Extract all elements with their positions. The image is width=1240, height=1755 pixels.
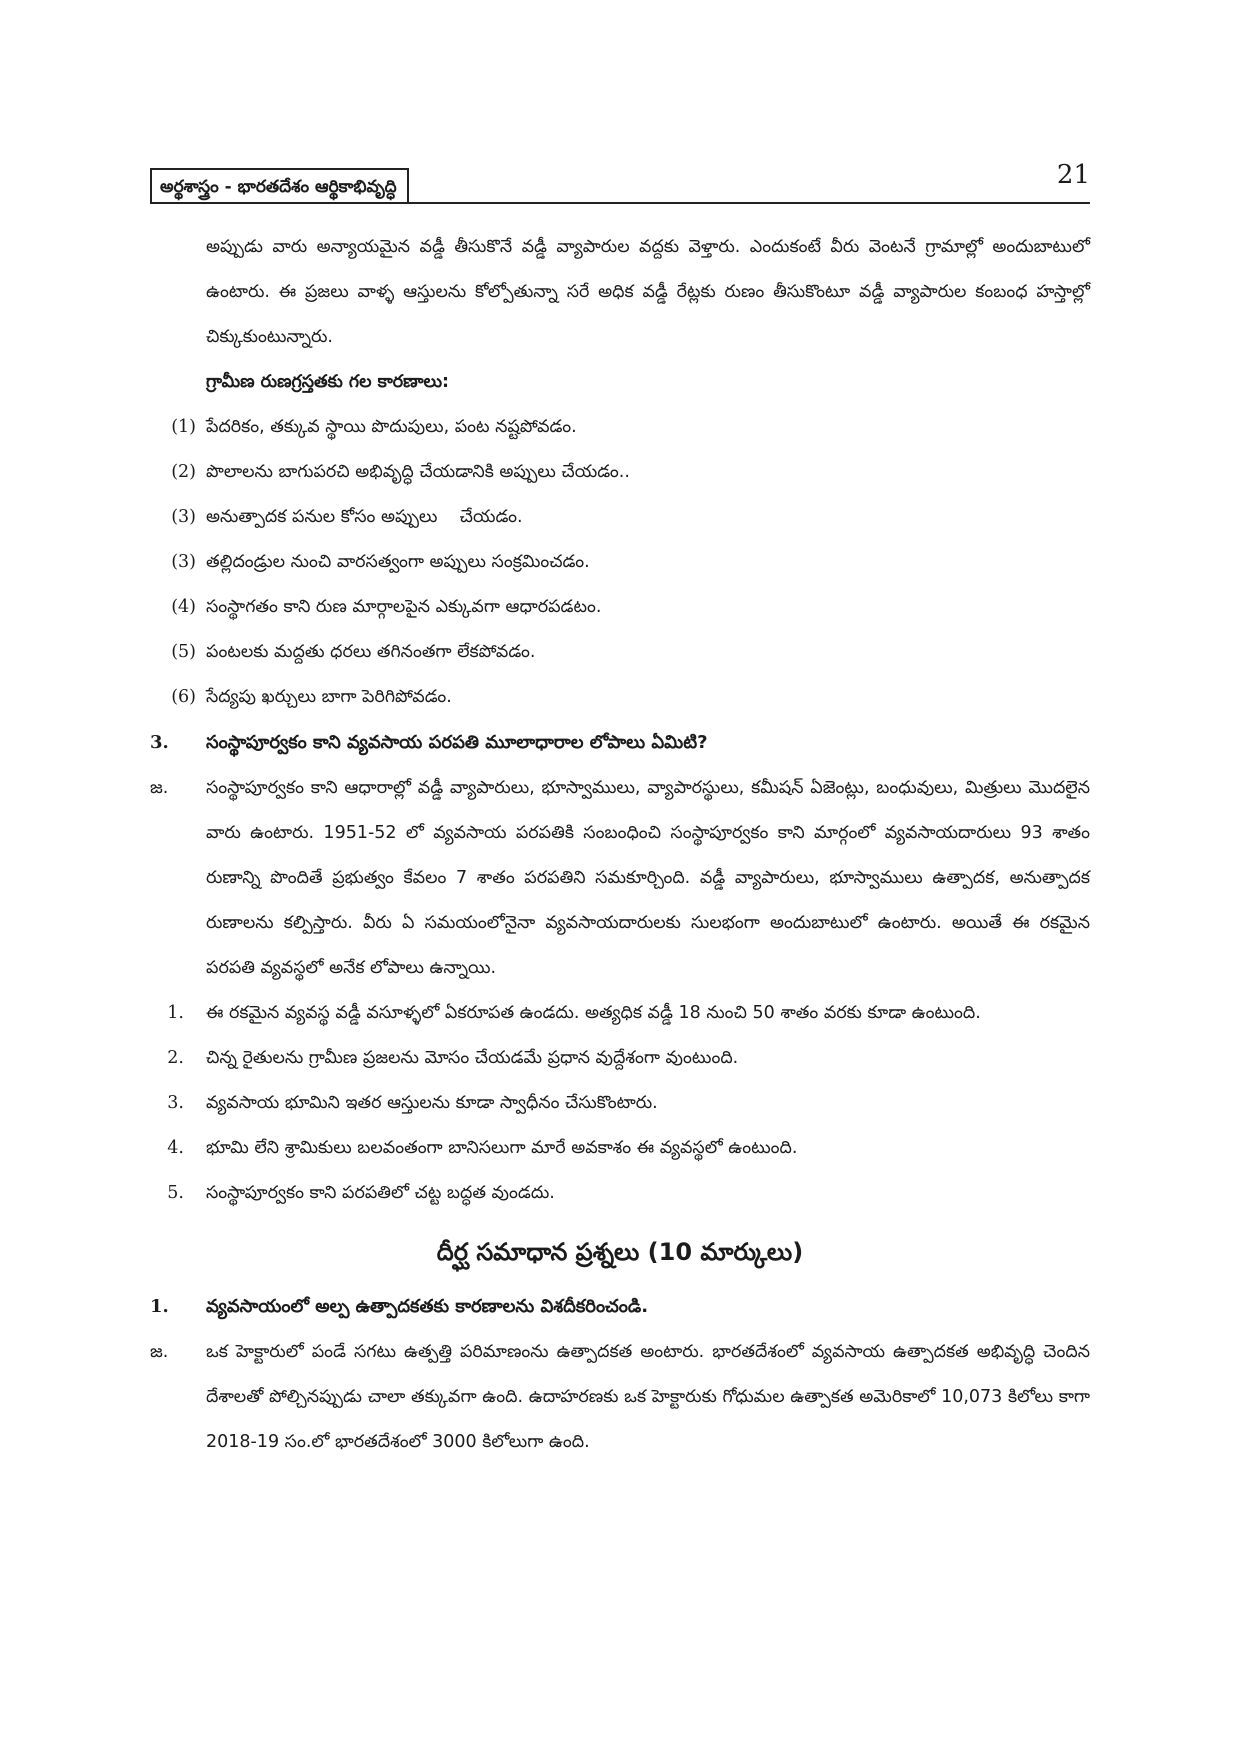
list-item-text: పొలాలను బాగుపరచి అభివృద్ధి చేయడానికి అప్పులు చేయడం.. [206,462,630,482]
list-item-number: (2) [171,462,196,482]
answer-label: జ. [150,778,169,798]
causes-heading: గ్రామీణ రుణగ్రస్తతకు గల కారణాలు: [206,372,450,392]
list-item-text: ఈ రకమైన వ్యవస్థ వడ్డీ వసూళ్ళలో ఏకరూపత ఉండదు. అత్యధిక వడ్డీ 18 నుంచి 50 శాతం వరకు కూడా ఉంటుంది. [206,1003,981,1023]
answer-label: జ. [150,1342,169,1362]
running-header [150,160,1090,204]
list-item-text: భూమి లేని శ్రామికులు బలవంతంగా బానిసలుగా మారే అవకాశం ఈ వ్యవస్థలో ఉంటుంది. [206,1138,798,1158]
list-item [150,540,1090,585]
list-item-number: 1. [167,1003,184,1023]
list-item-text: పంటలకు మద్దతు ధరలు తగినంతగా లేకపోవడం. [206,642,536,662]
header-title: అర్థశాస్త్రం - భారతదేశం ఆర్థికాభివృద్ధి [150,168,409,204]
list-item-number: (4) [171,597,196,617]
list-item [150,495,1090,540]
list-item [150,1171,1090,1216]
question-3 [150,720,1090,766]
question-text: వ్యవసాయంలో అల్ప ఉత్పాదకతకు కారణాలను విశదీకరించండి. [206,1296,649,1317]
section-title: దీర్ఘ సమాధాన ప్రశ్నలు (10 మార్కులు) [436,1238,804,1266]
answer-3 [150,766,1090,991]
list-item-text: పేదరికం, తక్కువ స్థాయి పొదుపులు, పంట నష్టపోవడం. [206,417,577,437]
page-body [150,225,1090,1465]
page-number: 21 [1056,160,1090,190]
list-item [150,1081,1090,1126]
list-item-number: 4. [167,1138,184,1158]
list-item [150,585,1090,630]
list-item [150,1126,1090,1171]
list-item-number: (5) [171,642,196,662]
list-item [150,675,1090,720]
intro-paragraph: అప్పుడు వారు అన్యాయమైన వడ్డీ తీసుకొనే వడ్డీ వ్యాపారుల వద్దకు వెళ్తారు. ఎందుకంటే వీరు వెంటనే గ్రామాల్లో అందుబాటులో ఉంటారు. ఈ ప్రజలు వాళ్ళ ఆస్తులను కోల్పోతున్నా సరే అధిక వడ్డీ రేట్లకు రుణం తీసుకొంటూ వడ్డీ వ్యాపారుల కంబంధ హస్తాల్లో చిక్కుకుంటున్నారు. [206,237,1090,347]
list-item-text: వ్యవసాయ భూమిని ఇతర ఆస్తులను కూడా స్వాధీనం చేసుకొంటారు. [206,1093,658,1113]
list-item-number: 5. [167,1183,184,1203]
list-item-number: (1) [171,417,196,437]
question-text: సంస్థాపూర్వకం కాని వ్యవసాయ పరపతి మూలాధారాల లోపాలు ఏమిటి? [206,732,708,753]
list-item-text: సంస్థాపూర్వకం కాని పరపతిలో చట్ట బద్ధత వుండదు. [206,1183,555,1203]
answer-text: సంస్థాపూర్వకం కాని ఆధారాల్లో వడ్డీ వ్యాపారులు, భూస్వాములు, వ్యాపారస్థులు, కమీషన్ ఏజెంట్లు, బంధువులు, మిత్రులు మొదలైన వారు ఉంటారు. 1951-52 లో వ్యవసాయ పరపతికి సంబంధించి సంస్థాపూర్వకం కాని మార్గంలో వ్యవసాయదారులు 93 శాతం రుణాన్ని పొందితే ప్రభుత్వం కేవలం 7 శాతం పరపతిని సమకూర్చింది. వడ్డీ వ్యాపారులు, భూస్వాములు ఉత్పాదక, అనుత్పాదక రుణాలను కల్పిస్తారు. వీరు ఏ సమయంలోనైనా వ్యవసాయదారులకు సులభంగా అందుబాటులో ఉంటారు. అయితే ఈ రకమైన పరపతి వ్యవస్థలో అనేక లోపాలు ఉన్నాయి. [206,778,1090,978]
question-number: 3. [150,732,169,753]
list-item [150,630,1090,675]
list-item-text: తల్లిదండ్రుల నుంచి వారసత్వంగా అప్పులు సంక్రమించడం. [206,552,590,572]
list-item-number: 2. [167,1048,184,1068]
list-item [150,450,1090,495]
defects-list [150,991,1090,1216]
list-item-number: 3. [167,1093,184,1113]
causes-list [150,405,1090,720]
list-item-number: (6) [171,687,196,707]
question-number: 1. [150,1296,169,1317]
list-item-text: సంస్థాగతం కాని రుణ మార్గాలపైన ఎక్కువగా ఆధారపడటం. [206,597,602,617]
list-item-text: సేద్యపు ఖర్చులు బాగా పెరిగిపోవడం. [206,687,452,707]
answer-text: ఒక హెక్టారులో పండే సగటు ఉత్పత్తి పరిమాణంను ఉత్పాదకత అంటారు. భారతదేశంలో వ్యవసాయ ఉత్పాదకత అభివృద్ధి చెందిన దేశాలతో పోల్చినప్పుడు చాలా తక్కువగా ఉంది. ఉదాహరణకు ఒక హెక్టారుకు గోధుమల ఉత్పాకత అమెరికాలో 10,073 కిలోలు కాగా 2018-19 సం.లో భారతదేశంలో 3000 కిలోలుగా ఉంది. [206,1342,1090,1452]
question-1 [150,1284,1090,1330]
list-item-text: చిన్న రైతులను గ్రామీణ ప్రజలను మోసం చేయడమే ప్రధాన వుద్దేశంగా వుంటుంది. [206,1048,739,1068]
list-item [150,405,1090,450]
list-item-number: (3) [171,552,196,572]
list-item [150,1036,1090,1081]
list-item-text: అనుత్పాదక పనుల కోసం అప్పులు చేయడం. [206,507,523,527]
header-rule [150,202,1090,204]
list-item-number: (3) [171,507,196,527]
list-item [150,991,1090,1036]
answer-1 [150,1330,1090,1465]
